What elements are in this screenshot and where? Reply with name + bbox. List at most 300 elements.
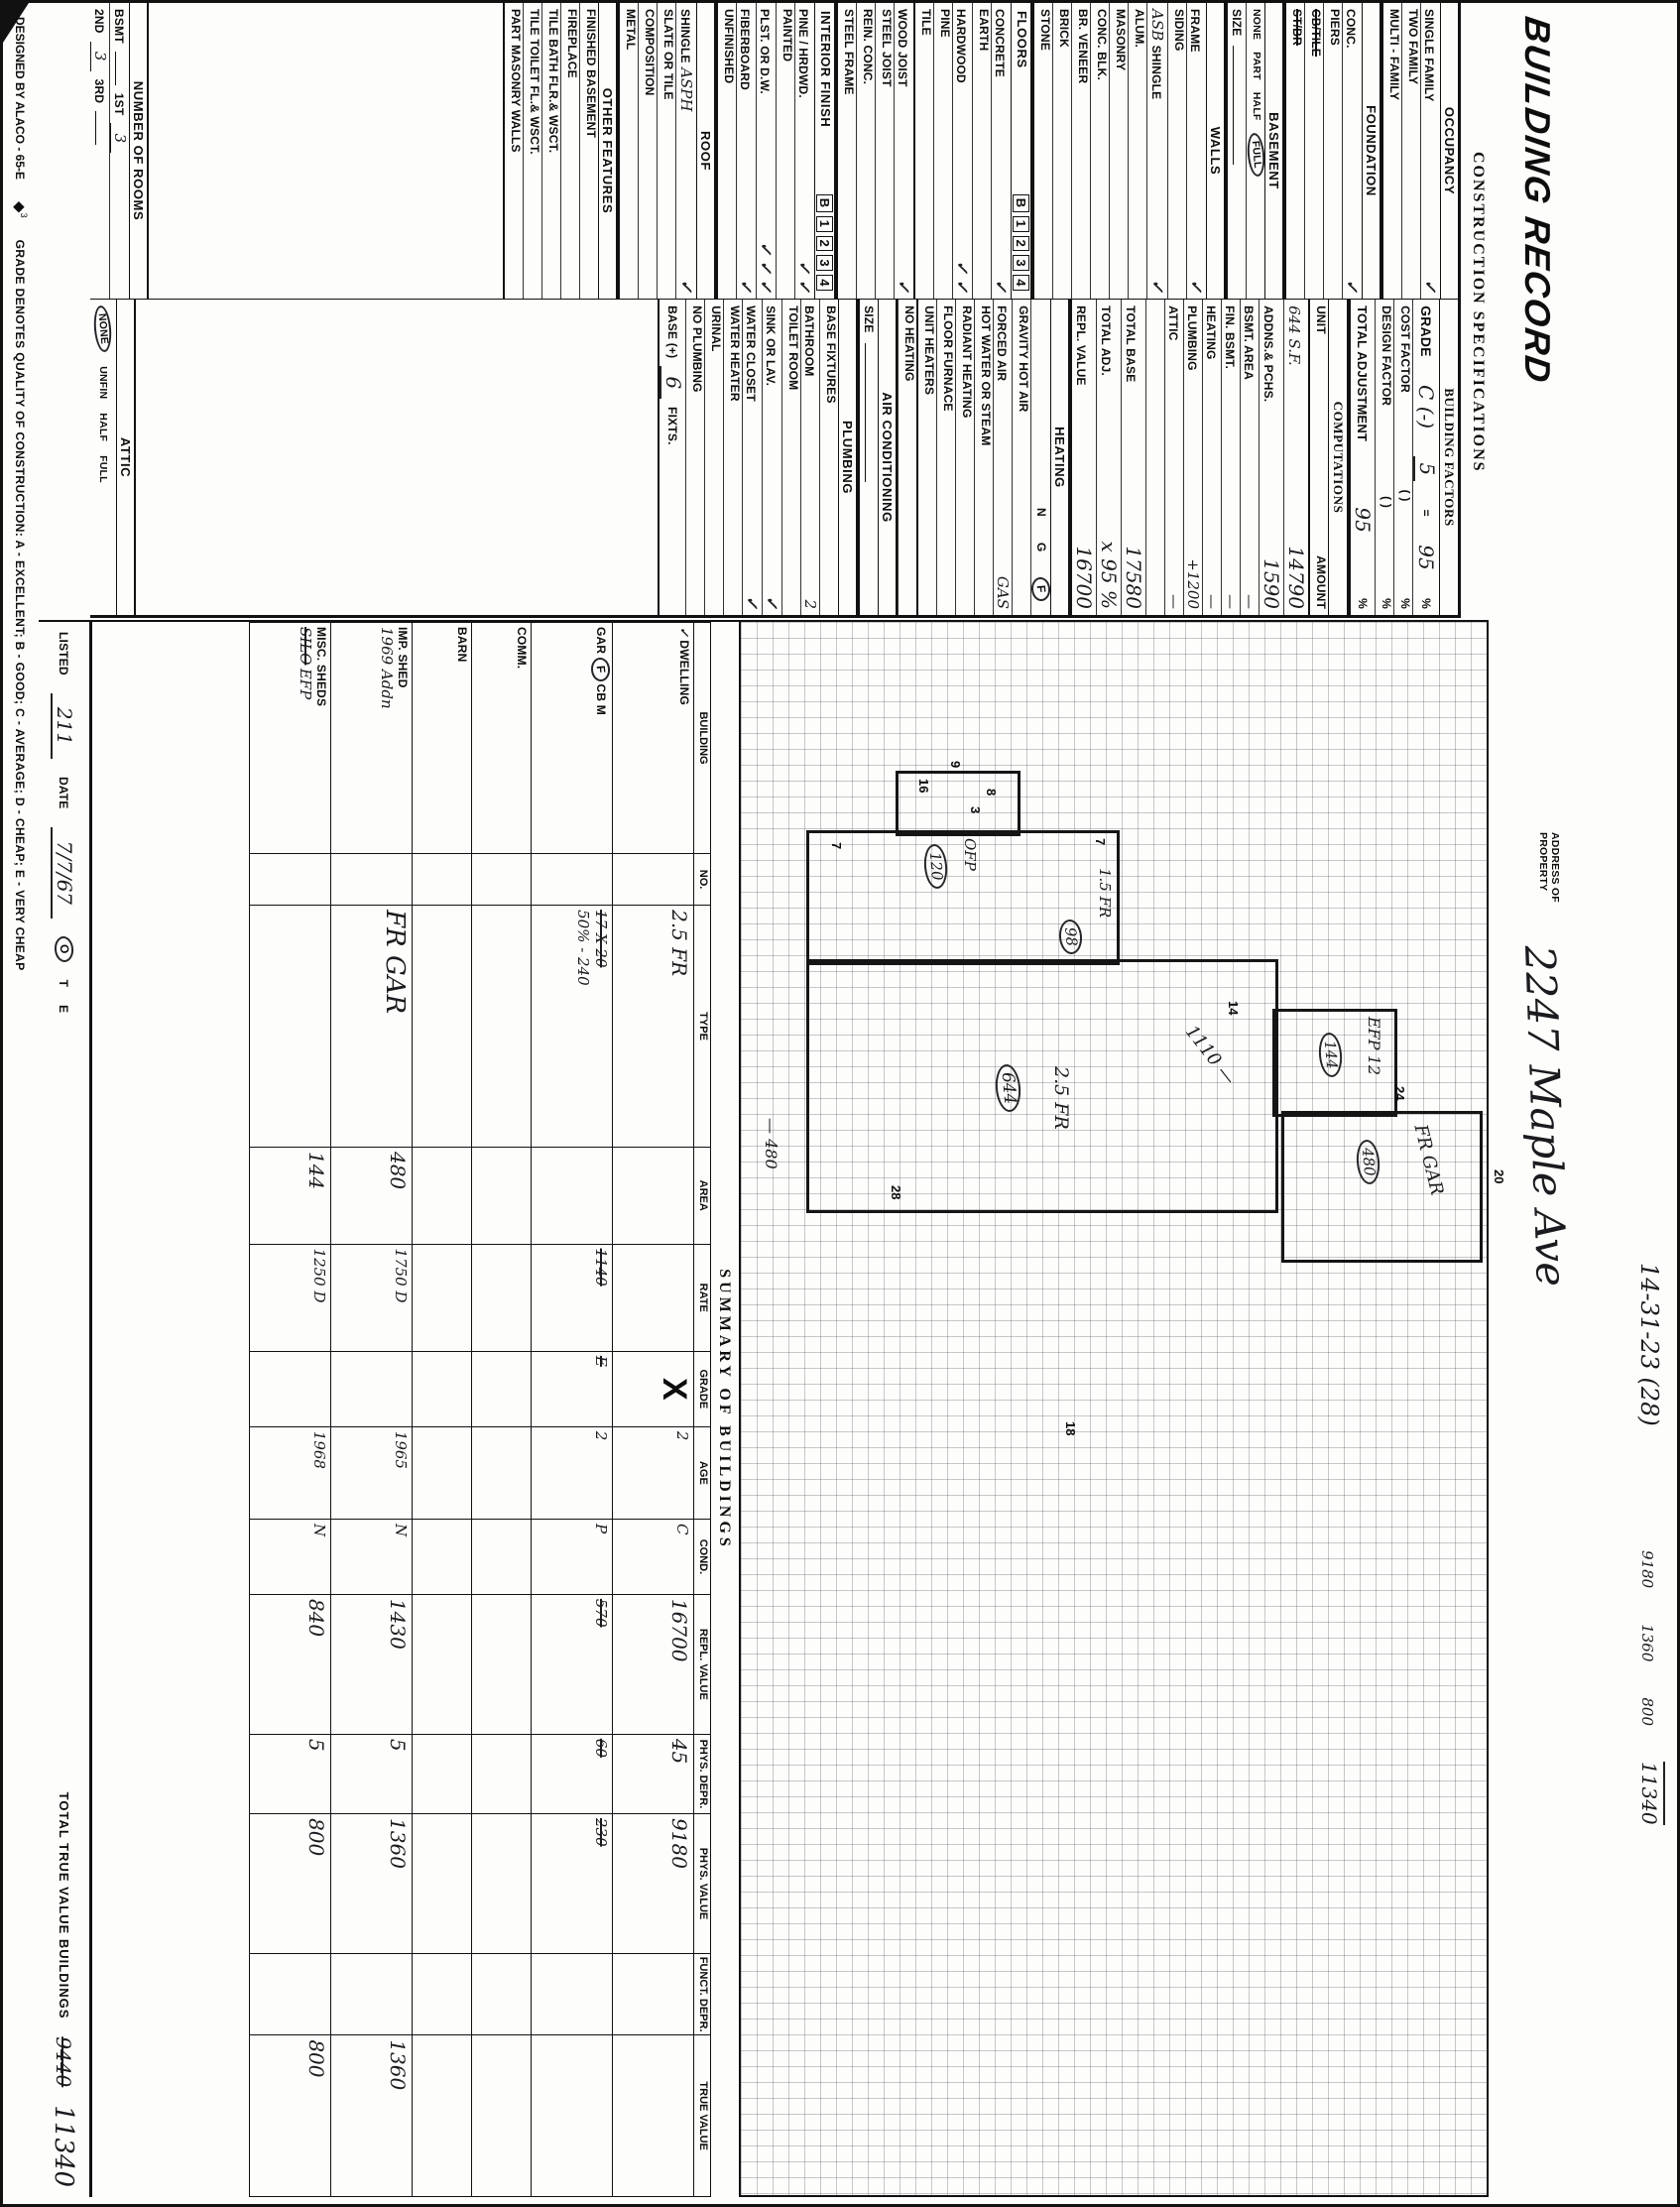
rooms-1st-label: 1ST	[112, 92, 126, 116]
walls-option: BRICK	[1057, 9, 1071, 48]
heating-section	[916, 300, 1070, 615]
grade-x-mark: X	[656, 1378, 694, 1401]
cell-grade	[613, 1351, 694, 1426]
plumbing-value: 2	[801, 599, 819, 609]
building-factors-header: BUILDING FACTORS	[1439, 300, 1458, 615]
floors-grade-grid	[1013, 194, 1029, 291]
building-annotation-struck: SILO	[297, 627, 315, 666]
roof-option: SLATE OR TILE	[661, 9, 675, 100]
cell-repl-value: 16700	[667, 1598, 692, 1662]
total-adjustment-value: 95	[1351, 507, 1375, 533]
no-heating-option: NO HEATING	[902, 306, 916, 382]
date-label: DATE	[57, 777, 71, 809]
rooms-3rd-label: 3RD	[92, 78, 106, 104]
cell-true-value: 800	[304, 2039, 329, 2078]
framing-section	[836, 3, 913, 299]
plumbing-option: WATER CLOSET	[744, 306, 758, 402]
heating-col-g: G	[1034, 542, 1048, 552]
walls-option: CONC. BLK.	[1095, 9, 1109, 80]
interior-option: PLST. OR D.W.	[758, 9, 772, 94]
plumbing-option: URINAL	[709, 306, 723, 352]
total-adjustment-label: TOTAL ADJUSTMENT	[1355, 306, 1371, 442]
basement-size-blank	[1233, 46, 1246, 165]
floors-option: EARTH	[977, 9, 991, 52]
cell-age: 2	[673, 1430, 692, 1441]
comp-unit: FIN. BSMT.	[1223, 306, 1237, 370]
plumbing-option: WATER HEATER	[728, 306, 742, 402]
floors-option: PINE	[938, 9, 952, 38]
comp-amount: —	[1241, 594, 1259, 609]
walls-option: MASONRY	[1114, 9, 1128, 71]
comp-unit: PLUMBING	[1185, 306, 1199, 371]
base-fixtures-label: BASE (+)	[665, 306, 679, 359]
other-features-header: OTHER FEATURES	[598, 3, 618, 299]
check-mark: ✓	[737, 279, 756, 294]
col-area: AREA	[694, 1147, 711, 1244]
building-name: COMM.	[515, 627, 530, 670]
cell-no	[250, 854, 331, 906]
grade-percent-value: 95	[1414, 545, 1438, 570]
basement-header: BASEMENT	[1264, 3, 1284, 299]
sketch-dim-label: 16	[916, 779, 931, 794]
other-features-section	[503, 3, 618, 299]
check-mark: ✓ ✓ ✓	[757, 241, 776, 294]
comp-unit: BSMT. AREA	[1242, 306, 1256, 380]
comp-amount: x 95 %	[1097, 541, 1121, 609]
air-conditioning-section	[858, 300, 916, 615]
comp-unit: TOTAL BASE	[1124, 306, 1138, 383]
summary-row-barn	[413, 623, 472, 2197]
roof-section	[618, 3, 716, 299]
interior-option: FIBERBOARD	[738, 9, 752, 90]
building-annotation: EFP	[297, 668, 315, 700]
sketch-area-circled: 480	[1355, 1139, 1381, 1184]
building-name: MISC. SHEDS	[314, 627, 329, 707]
sketch-dim-label: 14	[1226, 1001, 1241, 1016]
sketch-building-label: 2.5 FR	[1050, 1066, 1072, 1130]
sketch-dim-label: 20	[1492, 1169, 1506, 1184]
col-age: AGE	[694, 1426, 711, 1519]
total-true-value-label: TOTAL TRUE VALUE BUILDINGS	[57, 1791, 71, 2020]
cell-rate: 1140	[592, 1248, 611, 1287]
listed-label: LISTED	[57, 632, 71, 675]
col-type: TYPE	[694, 906, 711, 1148]
base-fixtures-value: 6	[660, 366, 685, 399]
comp-unit: 644 S.F.	[1285, 306, 1303, 366]
walls-option: ALUM.	[1133, 9, 1146, 48]
grid-col: 2	[816, 236, 833, 252]
sketch-dim-label: 9	[948, 761, 963, 769]
pencil-sum-2: 1360	[1638, 1624, 1656, 1662]
attic-option: FULL	[97, 455, 109, 483]
col-funct-depr: FUNCT. DEPR.	[694, 1953, 711, 2034]
summary-title: SUMMARY OF BUILDINGS	[716, 1269, 733, 1550]
col-grade: GRADE	[694, 1351, 711, 1426]
computations-header: COMPUTATIONS	[1328, 300, 1349, 615]
comp-amount: —	[1222, 594, 1240, 609]
walls-option: SHINGLE	[1149, 45, 1163, 100]
plumbing-option: SINK OR LAV.	[764, 306, 778, 387]
cell-rate: 1250 D	[310, 1248, 329, 1303]
walls-option: STONE	[1038, 9, 1052, 52]
address-label	[1537, 832, 1560, 903]
check-mark: ✓	[992, 279, 1011, 294]
heating-option: FLOOR FURNACE	[941, 306, 955, 412]
plumbing-option: NO PLUMBING	[690, 306, 704, 393]
cell-phys-value: 9180	[667, 1818, 692, 1869]
rooms-3rd-value	[95, 111, 108, 145]
heating-option: GRAVITY HOT AIR	[1017, 306, 1030, 413]
grid-col: 4	[816, 275, 833, 291]
floors-option: HARDWOOD	[954, 9, 968, 83]
heating-col-n: N	[1034, 508, 1048, 517]
walls-header: WALLS	[1206, 3, 1226, 299]
grid-col: 3	[816, 255, 833, 271]
attic-option: HALF	[97, 413, 109, 442]
parcel-number: 14-31-23 (28)	[1635, 1263, 1663, 1426]
cell-age: 1968	[310, 1430, 329, 1469]
foundation-header: FOUNDATION	[1362, 3, 1381, 299]
sketch-area-circled: 120	[922, 843, 949, 889]
roof-option: COMPOSITION	[643, 9, 657, 96]
building-factors-section	[1349, 300, 1458, 615]
occupancy-option: SINGLE FAMILY	[1422, 9, 1436, 102]
sketch-house-outline	[806, 959, 1278, 1213]
percent-sign: %	[1380, 598, 1393, 609]
building-name: DWELLING	[677, 640, 692, 705]
walls-option: SIDING	[1172, 9, 1186, 52]
grid-col: 4	[1013, 275, 1029, 291]
foundation-section	[1284, 3, 1381, 299]
summary-row-imp-shed	[331, 623, 413, 2197]
walls-section	[1032, 3, 1226, 299]
basement-option-circled: FULL	[1246, 132, 1266, 177]
sketch-building-label: OFP	[961, 838, 979, 871]
col-phys-value: PHYS. VALUE	[694, 1814, 711, 1954]
building-name: IMP. SHED	[396, 627, 411, 688]
sketch-dim-label: 18	[1063, 1421, 1078, 1436]
rooms-2nd-value: 3	[90, 42, 109, 71]
attic-option-circled: NONE	[92, 305, 113, 352]
sketch-dim-label: 7	[829, 842, 844, 850]
basement-option: NONE	[1251, 9, 1262, 41]
designed-by-note: DESIGNED BY ALACO - 65-E	[13, 17, 27, 181]
sketch-porch-outline	[896, 771, 1020, 836]
heating-col-f-circled: F	[1030, 577, 1051, 602]
total-true-value-struck: 9440	[52, 2036, 76, 2088]
sketch-annotation: — 480	[762, 1118, 780, 1169]
plumbing-option: BATHROOM	[802, 306, 816, 377]
cell-area: 144	[304, 1151, 329, 1190]
design-factor-label: DESIGN FACTOR	[1380, 306, 1393, 407]
pencil-total: 11340	[1637, 1762, 1665, 1825]
sketch-building-label: 1.5 FR	[1096, 868, 1114, 919]
sketch-dim-label: 7	[1093, 838, 1108, 846]
grid-col: 1	[816, 216, 833, 232]
diamond-number: 3	[19, 212, 29, 218]
grid-col: 1	[1013, 216, 1029, 232]
amount-column-header: AMOUNT	[1314, 555, 1328, 609]
col-cond: COND.	[694, 1520, 711, 1595]
heating-option: HOT WATER OR STEAM	[979, 306, 993, 446]
sketch-dim-label: 24	[1392, 1086, 1407, 1101]
cell-phys-value: 800	[304, 1818, 329, 1857]
sketch-dim-label: 3	[968, 806, 983, 814]
cell-type: FR GAR	[380, 910, 411, 1015]
foundation-option: CONC.	[1344, 9, 1358, 49]
garage-f-circled: F	[590, 657, 611, 681]
check-mark: ✓	[763, 595, 781, 609]
grade-label: GRADE	[1418, 306, 1434, 357]
walls-option: FRAME	[1188, 9, 1202, 53]
summary-table	[249, 622, 711, 2197]
heating-option: RADIANT HEATING	[960, 306, 974, 419]
cell-phys-depr: 5	[304, 1738, 329, 1752]
diamond-icon: ◆	[11, 201, 28, 213]
roof-option: METAL	[624, 9, 638, 51]
framing-option: WOOD JOIST	[896, 9, 909, 87]
basement-size-label: SIZE	[1230, 9, 1244, 37]
rooms-2nd-label: 2ND	[92, 9, 106, 34]
page-title: BUILDING RECORD	[1517, 14, 1558, 387]
sketch-building-label: FR GAR	[1409, 1122, 1448, 1198]
basement-option: PART	[1251, 52, 1262, 80]
occupancy-option: TWO FAMILY	[1406, 9, 1420, 85]
basement-section	[1226, 3, 1284, 299]
framing-option: STEEL FRAME	[842, 9, 856, 95]
page-subtitle: CONSTRUCTION SPECIFICATIONS	[1470, 152, 1487, 473]
check-mark: ✓	[1421, 279, 1440, 294]
total-true-value: 11340	[49, 2105, 79, 2187]
spec-column-b	[90, 300, 1458, 615]
percent-sign: %	[1356, 598, 1370, 609]
col-repl-value: REPL. VALUE	[694, 1594, 711, 1734]
sketch-garage-outline	[1281, 1111, 1483, 1263]
cell-phys-depr: 60	[592, 1738, 611, 1758]
col-true-value: TRUE VALUE	[694, 2035, 711, 2197]
summary-row-garage	[532, 623, 613, 2197]
fixts-label: FIXTS.	[665, 407, 679, 445]
cell-cond: C	[673, 1524, 692, 1535]
ac-size-label: SIZE	[862, 306, 876, 333]
col-phys-depr: PHYS. DEPR.	[694, 1734, 711, 1813]
roof-option: SHINGLE	[678, 9, 692, 63]
cell-type: 2.5 FR	[667, 910, 692, 977]
cost-factor-paren: ( )	[1398, 489, 1412, 502]
summary-row-dwelling	[613, 623, 694, 2197]
design-factor-paren: ( )	[1380, 496, 1393, 509]
grade-number: 5	[1413, 456, 1439, 481]
occupancy-section	[1381, 3, 1458, 299]
cell-no	[532, 854, 613, 906]
floors-header: FLOORS	[1015, 11, 1029, 68]
spec-column-a	[90, 3, 1458, 300]
cell-phys-value: 230	[592, 1818, 611, 1847]
cell-rate: 1750 D	[392, 1248, 411, 1303]
pencil-arithmetic	[1637, 1550, 1665, 1825]
date-value: 7/7/67	[52, 827, 77, 919]
interior-option: PAINTED	[780, 9, 794, 62]
cell-type-note: 50% - 240	[574, 910, 593, 986]
heating-option: FORCED AIR	[995, 306, 1009, 382]
comp-amount: 1590	[1260, 558, 1283, 609]
grade-value: C (-)	[1414, 385, 1438, 429]
feature-option: FINISHED BASEMENT	[584, 9, 598, 139]
code-t: T	[57, 979, 71, 988]
cell-phys-depr: 5	[386, 1738, 411, 1752]
address-label-line1: ADDRESS OF	[1549, 832, 1561, 903]
occupancy-header: OCCUPANCY	[1440, 3, 1458, 299]
grid-col: B	[1013, 194, 1029, 212]
cell-true-value: 1360	[386, 2039, 411, 2091]
cell-cond: N	[392, 1524, 411, 1537]
cell-rate	[613, 1244, 694, 1351]
summary-row-comm	[472, 623, 532, 2197]
alaco-diamond-logo	[11, 201, 29, 218]
cell-no	[331, 854, 413, 906]
cell-repl-value: 1430	[386, 1598, 411, 1650]
check-mark: ✓	[743, 595, 762, 609]
cell-grade: E	[592, 1355, 611, 1367]
comp-amount: 16700	[1072, 546, 1096, 609]
address-value: 2247 Maple Ave	[1515, 944, 1576, 1287]
grid-col: 3	[1013, 255, 1029, 271]
cell-phys-value: 1360	[386, 1818, 411, 1869]
heating-header: HEATING	[1050, 300, 1070, 615]
sketch-area-circled: 98	[1058, 919, 1084, 955]
print-footer-line	[11, 17, 29, 2194]
basement-option: HALF	[1251, 91, 1262, 121]
cell-cond: P	[592, 1524, 611, 1534]
comp-unit: HEATING	[1204, 306, 1218, 360]
interior-option: PINE / HRDWD.	[796, 9, 810, 98]
attic-section	[90, 300, 136, 615]
cell-repl-value: 570	[592, 1598, 611, 1628]
floors-option: CONCRETE	[993, 9, 1007, 77]
code-e: E	[57, 1005, 71, 1014]
construction-specifications-panel	[90, 3, 1461, 618]
comp-amount: —	[1203, 594, 1221, 609]
cell-repl-value: 840	[304, 1598, 329, 1638]
plumbing-header: PLUMBING	[838, 300, 858, 615]
check-mark: ✓	[1187, 279, 1206, 294]
cell-cond: N	[310, 1524, 329, 1537]
unit-column-header: UNIT	[1314, 306, 1328, 334]
check-mark: ✓	[895, 279, 913, 294]
check-mark: ✓	[1148, 279, 1167, 294]
number-of-rooms-section	[90, 3, 149, 299]
cell-age: 1965	[392, 1430, 411, 1469]
comp-unit: ADDNS.& PCHS.	[1261, 306, 1275, 403]
listed-date-row	[39, 620, 92, 2197]
pencil-sum-3: 800	[1638, 1697, 1656, 1727]
check-mark: ✓	[677, 279, 696, 294]
roof-handwritten: ASPH	[677, 67, 695, 112]
col-building: BUILDING	[694, 623, 711, 854]
cell-area	[613, 1147, 694, 1244]
walls-handwritten: ASB	[1148, 9, 1166, 42]
comp-amount: —	[1165, 594, 1183, 609]
listed-value: 211	[52, 693, 77, 759]
plumbing-option: BASE FIXTURES	[824, 306, 838, 404]
comp-unit: ATTIC	[1166, 306, 1180, 341]
foundation-option: PIERS	[1328, 9, 1342, 47]
occupancy-option: MULTI - FAMILY	[1387, 9, 1401, 101]
grid-col: 2	[1013, 236, 1029, 252]
ac-size-blank	[865, 343, 878, 482]
rooms-bsmt-value	[115, 52, 128, 85]
interior-finish-header: INTERIOR FINISH	[818, 11, 833, 128]
check-mark: ✓ ✓	[953, 260, 972, 294]
building-annotation: 1969 Addn	[378, 627, 397, 709]
building-name-cont: CB M	[594, 683, 609, 715]
plumbing-option: TOILET ROOM	[786, 306, 800, 391]
cell-age: 2	[592, 1430, 611, 1441]
grade-legend-note: GRADE DENOTES QUALITY OF CONSTRUCTION: A - EXCELLENT; B - GOOD; C - AVERAGE; D - CHEAP; E - VERY CHEAP	[13, 239, 27, 971]
cell-type-struck: 17 X 20	[592, 910, 611, 968]
interior-finish-section	[716, 3, 836, 299]
heating-option: UNIT HEATERS	[922, 306, 936, 396]
col-rate: RATE	[694, 1244, 711, 1351]
rooms-header: NUMBER OF ROOMS	[129, 3, 149, 299]
air-conditioning-header: AIR CONDITIONING	[878, 300, 898, 615]
framing-option: STEEL JOIST	[880, 9, 894, 87]
floors-section	[913, 3, 1032, 299]
check-mark: ✓	[1343, 279, 1362, 294]
comp-unit: REPL. VALUE	[1074, 306, 1088, 386]
summary-of-buildings	[92, 620, 739, 2197]
attic-option: UNFIN	[97, 366, 109, 400]
percent-sign: %	[1398, 598, 1412, 609]
cell-no	[613, 854, 694, 906]
sketch-building-label: EFP 12	[1365, 1017, 1383, 1075]
building-name: GAR	[594, 627, 609, 655]
pencil-sum-1: 9180	[1638, 1550, 1656, 1589]
col-no: NO.	[694, 854, 711, 906]
sketch-annotation: 1110 —	[1180, 1021, 1241, 1089]
grade-equals: =	[1419, 509, 1433, 517]
cell-area: 480	[386, 1151, 411, 1190]
summary-header-row	[694, 623, 711, 2197]
comp-amount: +1200	[1184, 558, 1202, 609]
feature-option: FIREPLACE	[565, 9, 579, 78]
sketch-grid-area	[739, 620, 1506, 2197]
computations-section	[1070, 300, 1349, 615]
check-mark: ✓	[677, 627, 692, 638]
foundation-option-struck: CB/TILE	[1309, 9, 1323, 58]
sketch-dim-label: 8	[984, 789, 999, 797]
feature-option: PART MASONRY WALLS	[509, 9, 523, 153]
plumbing-section	[658, 300, 858, 615]
interior-grade-grid	[816, 194, 833, 291]
summary-row-misc-sheds	[250, 623, 331, 2197]
attic-header: ATTIC	[116, 300, 136, 615]
comp-unit: TOTAL ADJ.	[1099, 306, 1113, 376]
grid-col: B	[816, 194, 833, 212]
comp-amount: 14790	[1284, 546, 1308, 609]
cell-phys-depr: 45	[667, 1738, 692, 1765]
framing-option: REIN. CONC.	[861, 9, 875, 85]
rooms-1st-value: 3	[110, 123, 129, 153]
percent-sign: %	[1419, 598, 1433, 609]
feature-option: TILE TOILET FL.& WSCT.	[528, 9, 541, 155]
feature-option: TILE BATH FLR.& WSCT.	[546, 9, 560, 154]
sketch-dim-label: 28	[889, 1185, 903, 1200]
code-o-circled: O	[54, 935, 74, 962]
heating-fuel-handwritten: GAS	[994, 575, 1012, 609]
building-name: BARN	[455, 627, 470, 663]
roof-header: ROOF	[696, 3, 716, 299]
